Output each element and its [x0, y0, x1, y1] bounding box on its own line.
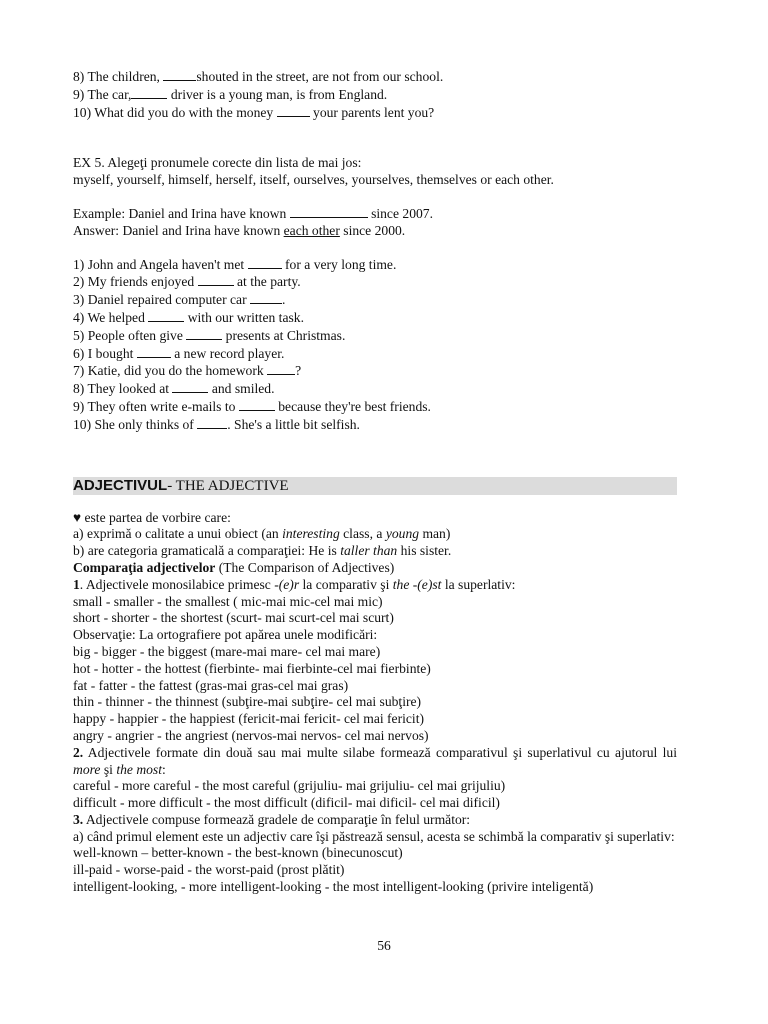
- ex5-item-4: 4) We helped with our written task.: [73, 309, 304, 325]
- answer-blank: [277, 104, 310, 117]
- ex5-answer: Answer: Daniel and Irina have known each other since 2000.: [73, 222, 406, 238]
- answer-blank: [186, 327, 222, 340]
- example-line: intelligent-looking, - more intelligent-looking - the most intelligent-looking (privire inteligentă): [73, 879, 594, 895]
- answer-blank: [239, 398, 275, 411]
- example-line: angry - angrier - the angriest (nervos-mai nervos- cel mai nervos): [73, 727, 429, 743]
- rule-3: 3. Adjectivele compuse formează gradele de comparaţie în felul următor:: [73, 811, 471, 827]
- example-line: small - smaller - the smallest ( mic-mai mic-cel mai mic): [73, 593, 383, 609]
- ex4-item-8: 8) The children, shouted in the street, are not from our school.: [73, 69, 444, 84]
- example-line: thin - thinner - the thinnest (subţire-mai subţire- cel mai subţire): [73, 694, 422, 710]
- answer-blank: [197, 416, 227, 429]
- answer-blank: [198, 273, 234, 286]
- ex5-item-2: 2) My friends enjoyed at the party.: [73, 274, 301, 290]
- example-line: fat - fatter - the fattest (gras-mai gras-cel mai gras): [73, 677, 349, 693]
- example-line: well-known – better-known - the best-known (binecunoscut): [73, 845, 403, 861]
- rule-3a: a) când primul element este un adjectiv care îşi păstrează sensul, acesta se schimbă la comparativ şi superlativ:: [73, 828, 675, 844]
- ex5-item-7: 7) Katie, did you do the homework ?: [73, 363, 302, 379]
- adj-point-b: b) are categoria gramaticală a comparaţiei: He is taller than his sister.: [73, 543, 452, 559]
- example-line: short - shorter - the shortest (scurt- mai scurt-cel mai scurt): [73, 610, 394, 626]
- rule-1: 1. Adjectivele monosilabice primesc -(e)r la comparativ şi the -(e)st la superlativ:: [73, 576, 516, 592]
- ex4-item-10: 10) What did you do with the money your parents lent you?: [73, 104, 435, 120]
- ex5-pronoun-list: myself, yourself, himself, herself, itself, ourselves, yourselves, themselves or each other.: [73, 172, 554, 188]
- rule-2: 2. Adjectivele formate din două sau mai multe silabe formează comparativul şi superlativul cu ajutorul lui more şi the most:: [73, 744, 677, 777]
- answer-blank: [290, 205, 368, 218]
- ex5-example: Example: Daniel and Irina have known since 2007.: [73, 205, 433, 221]
- ex5-item-3: 3) Daniel repaired computer car .: [73, 292, 286, 308]
- answer-blank: [163, 68, 196, 81]
- example-line: ill-paid - worse-paid - the worst-paid (prost plătit): [73, 862, 345, 878]
- ex4-item-9: 9) The car, driver is a young man, is from England.: [73, 86, 388, 102]
- ex5-item-5: 5) People often give presents at Christmas.: [73, 327, 346, 343]
- section-heading-adjective: ADJECTIVUL- THE ADJECTIVE: [73, 477, 677, 495]
- example-line: big - bigger - the biggest (mare-mai mare- cel mai mare): [73, 643, 381, 659]
- example-line: difficult - more difficult - the most difficult (dificil- mai dificil- cel mai dificil): [73, 795, 500, 811]
- answer-blank: [267, 362, 295, 375]
- answer-blank: [248, 256, 282, 269]
- answer-blank: [137, 345, 171, 358]
- document-page: [73, 68, 677, 896]
- ex5-item-8: 8) They looked at and smiled.: [73, 381, 275, 397]
- adj-intro: ♥ este partea de vorbire care:: [73, 509, 231, 525]
- adj-point-a: a) exprimă o calitate a unui obiect (an interesting class, a young man): [73, 526, 451, 542]
- example-line: happy - happier - the happiest (fericit-mai fericit- cel mai fericit): [73, 711, 425, 727]
- ex5-item-10: 10) She only thinks of . She's a little bit selfish.: [73, 416, 360, 432]
- example-line: hot - hotter - the hottest (fierbinte- mai fierbinte-cel mai fierbinte): [73, 660, 431, 676]
- answer-blank: [250, 291, 282, 304]
- ex5-item-9: 9) They often write e-mails to because they're best friends.: [73, 398, 431, 414]
- answer-blank: [148, 309, 184, 322]
- answer-blank: [172, 380, 208, 393]
- ex5-title: EX 5. Alegeţi pronumele corecte din lista de mai jos:: [73, 155, 362, 171]
- observation-line: Observaţie: La ortografiere pot apărea unele modificări:: [73, 627, 378, 643]
- ex5-item-6: 6) I bought a new record player.: [73, 345, 285, 361]
- comparison-title: Comparaţia adjectivelor (The Comparison of Adjectives): [73, 559, 395, 575]
- example-line: careful - more careful - the most careful (grijuliu- mai grijuliu- cel mai grijuliu): [73, 778, 506, 794]
- ex5-item-1: 1) John and Angela haven't met for a very long time.: [73, 256, 397, 272]
- answer-blank: [131, 86, 167, 99]
- page-number: 56: [377, 938, 391, 953]
